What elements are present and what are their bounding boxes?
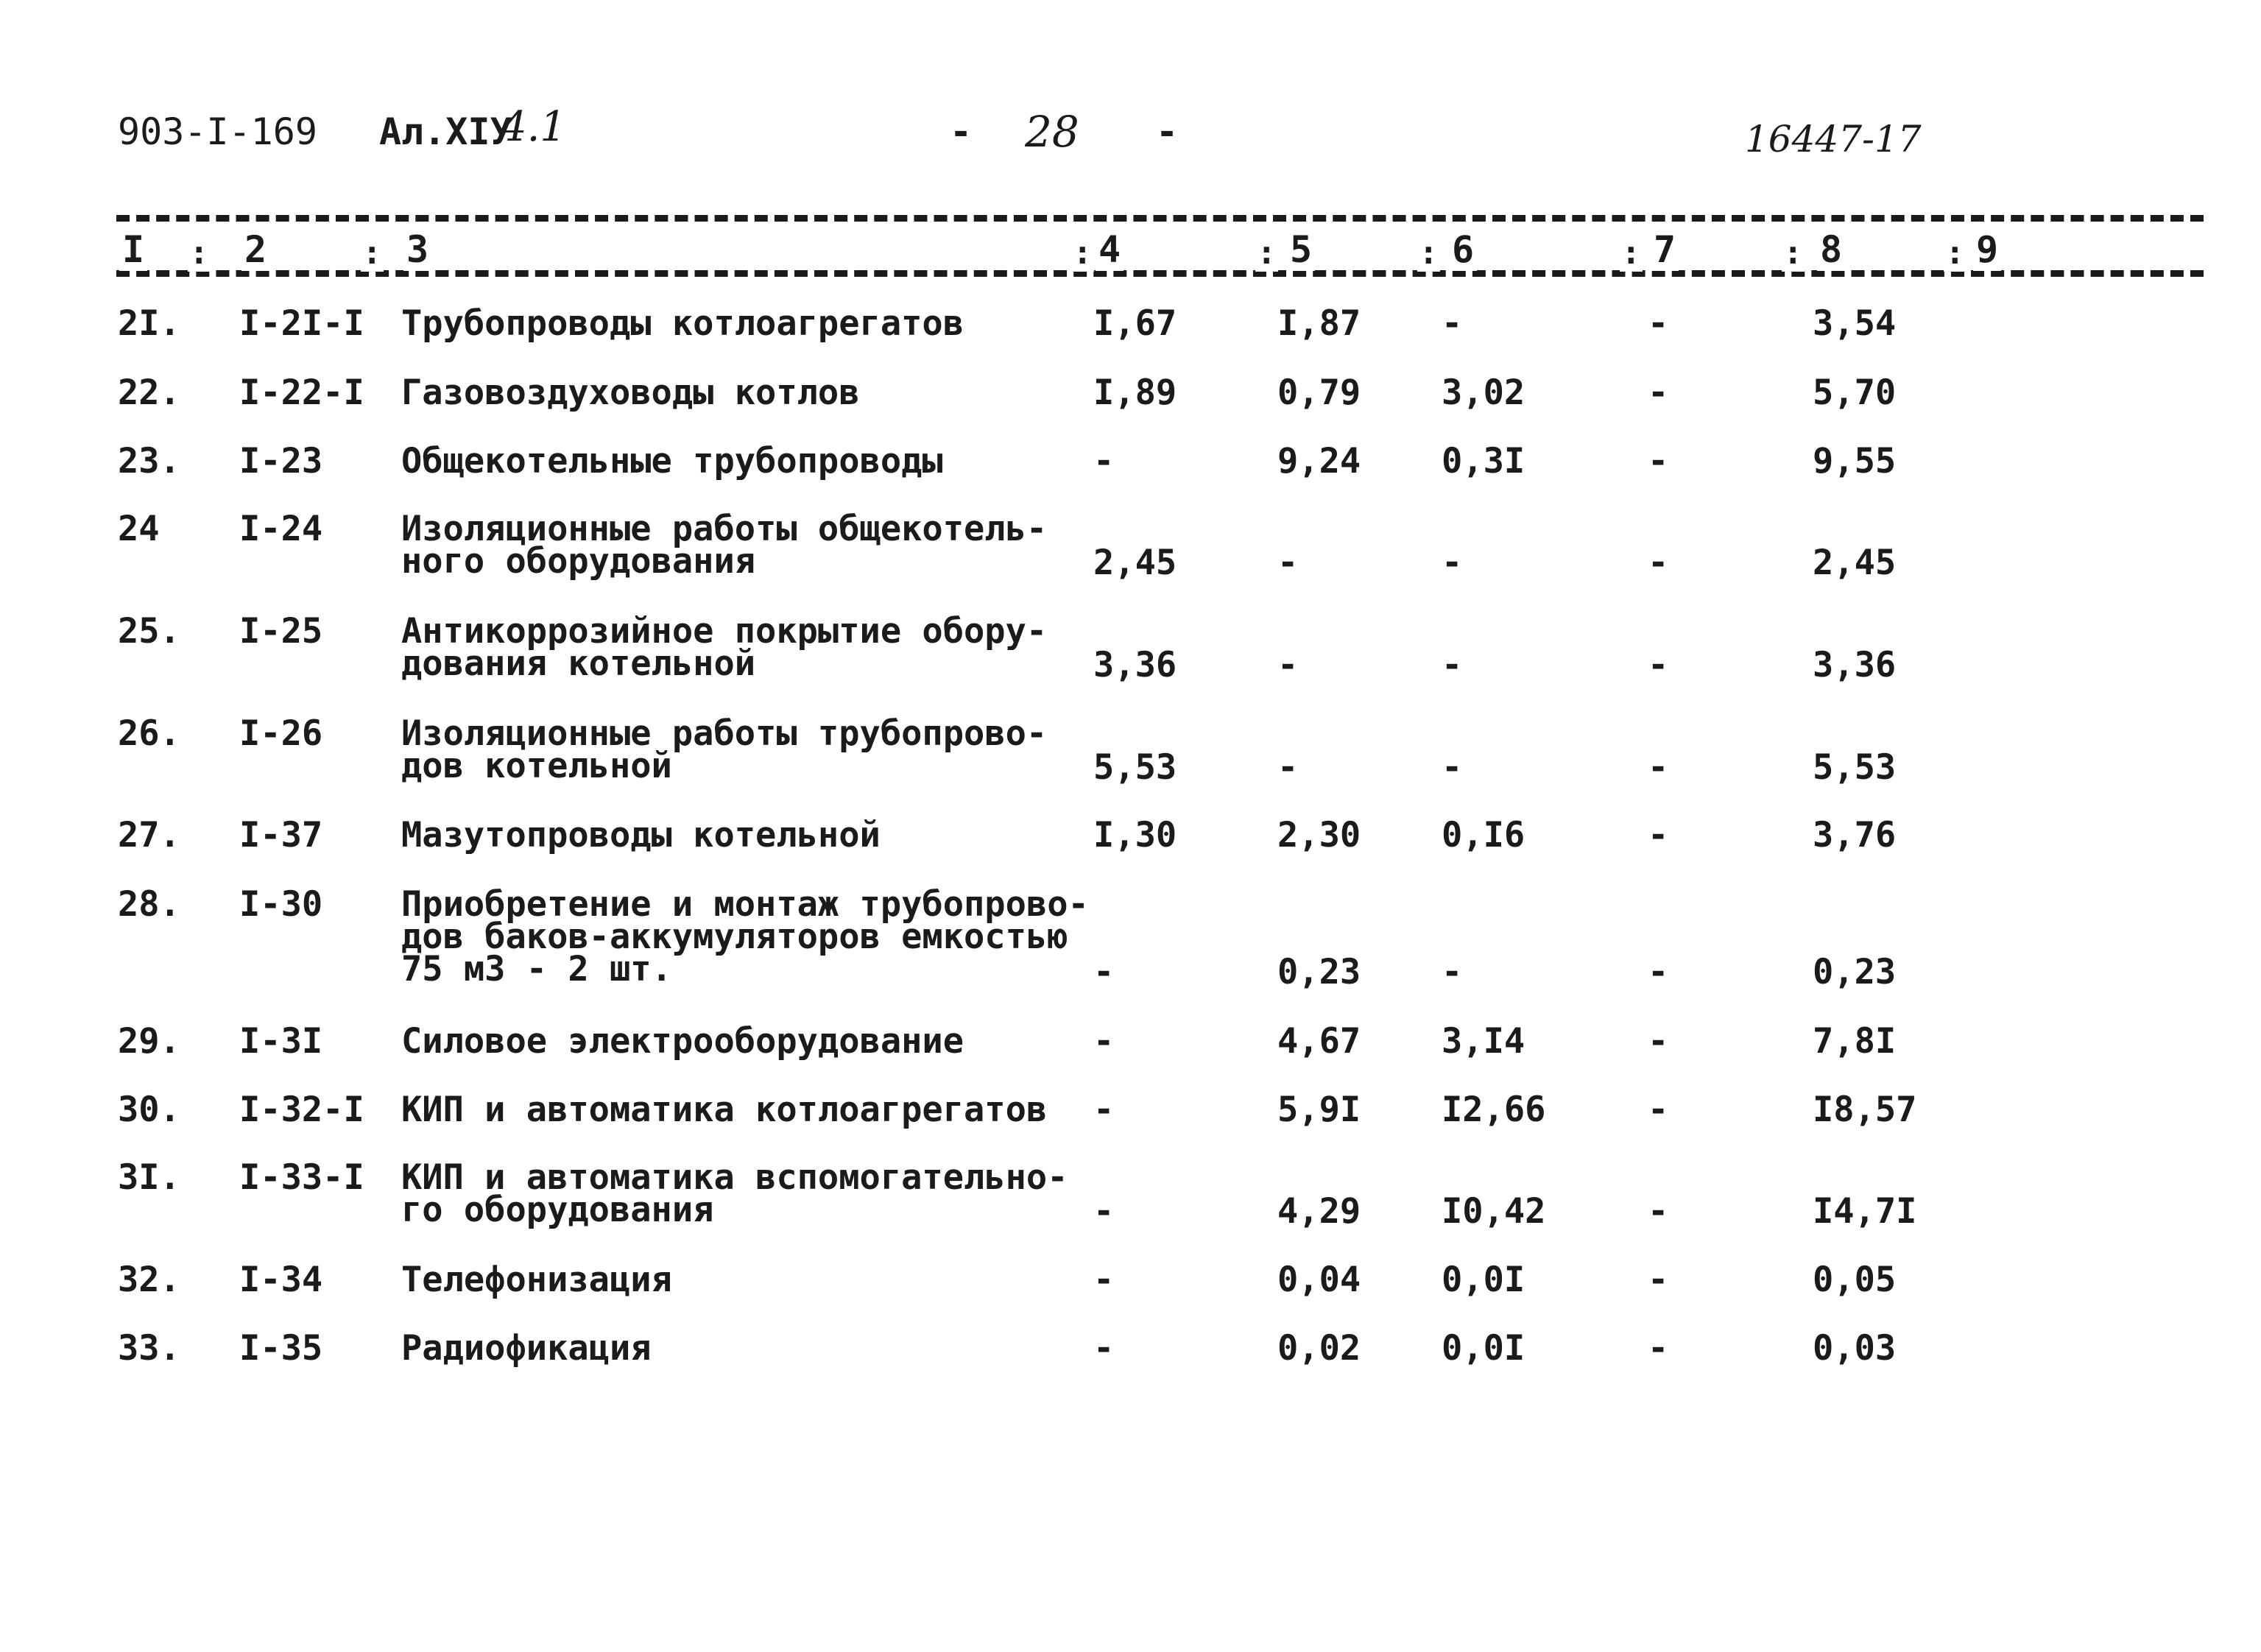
value-col-7: - [1648, 1090, 1669, 1130]
row-name [401, 373, 1108, 413]
value-col-5: I,87 [1277, 303, 1361, 344]
row-name-line: Радиофикация [401, 1328, 652, 1369]
value-col-8: 3,36 [1813, 645, 1897, 685]
value-col-7: - [1648, 815, 1669, 855]
row-code: I-32-I [239, 1090, 364, 1130]
value-col-4: I,67 [1093, 303, 1177, 344]
value-col-6: 0,0I [1442, 1260, 1525, 1300]
value-col-6: - [1442, 303, 1463, 344]
column-separator: : [1257, 234, 1277, 272]
row-name [401, 815, 1108, 855]
value-col-5: 0,79 [1277, 373, 1361, 413]
value-col-8: 3,76 [1813, 815, 1897, 855]
row-name-line: Газовоздуховоды котлов [401, 373, 860, 413]
value-col-5: 4,29 [1277, 1191, 1361, 1232]
row-name-line: Антикоррозийное покрытие обору- [401, 611, 1048, 652]
value-col-7: - [1648, 441, 1669, 481]
row-code: I-24 [239, 509, 323, 549]
column-header-6: 6 [1449, 228, 1477, 271]
row-name-line: КИП и автоматика котлоагрегатов [401, 1090, 1048, 1130]
row-code: I-25 [239, 611, 323, 652]
row-code: I-35 [239, 1328, 323, 1369]
column-separator: : [1073, 234, 1093, 272]
project-code: 903-I-169 [118, 110, 317, 153]
row-number: 2I. [118, 303, 180, 344]
column-separator: : [1621, 234, 1641, 272]
row-number: 22. [118, 373, 180, 413]
row-code: I-23 [239, 441, 323, 481]
value-col-7: - [1648, 952, 1669, 992]
row-code: I-2I-I [239, 303, 364, 344]
value-col-5: - [1277, 645, 1299, 685]
row-name [401, 1021, 1108, 1062]
column-header-4: 4 [1096, 228, 1124, 271]
value-col-7: - [1648, 1260, 1669, 1300]
value-col-5: 0,04 [1277, 1260, 1361, 1300]
row-name-line: Изоляционные работы трубопрово- [401, 713, 1048, 754]
value-col-8: 5,53 [1813, 747, 1897, 788]
value-col-6: - [1442, 952, 1463, 992]
row-code: I-30 [239, 884, 323, 925]
value-col-5: 5,9I [1277, 1090, 1361, 1130]
value-col-5: 9,24 [1277, 441, 1361, 481]
value-col-8: 0,03 [1813, 1328, 1897, 1369]
value-col-6: - [1442, 645, 1463, 685]
row-name-line: дов баков-аккумуляторов емкостью [401, 917, 1068, 957]
row-number: 26. [118, 713, 180, 754]
value-col-6: 0,0I [1442, 1328, 1525, 1369]
row-name-line: Изоляционные работы общекотель- [401, 509, 1048, 549]
row-name-line: дов котельной [401, 746, 672, 786]
value-col-8: I4,7I [1813, 1191, 1917, 1232]
value-col-6: I2,66 [1442, 1090, 1546, 1130]
value-col-4: - [1093, 952, 1115, 992]
table-header-rule [116, 270, 2204, 277]
album-number: 4.1 [501, 103, 567, 151]
value-col-4: - [1093, 1328, 1115, 1369]
value-col-7: - [1648, 645, 1669, 685]
row-code: I-34 [239, 1260, 323, 1300]
row-number: 3I. [118, 1157, 180, 1198]
value-col-4: 5,53 [1093, 747, 1177, 788]
value-col-4: - [1093, 1090, 1115, 1130]
row-name [401, 611, 1108, 684]
table-top-rule [116, 215, 2204, 222]
value-col-7: - [1648, 1328, 1669, 1369]
column-header-8: 8 [1817, 228, 1845, 271]
value-col-8: 0,23 [1813, 952, 1897, 992]
value-col-7: - [1648, 373, 1669, 413]
value-col-6: 3,I4 [1442, 1021, 1525, 1062]
value-col-8: 3,54 [1813, 303, 1897, 344]
value-col-4: - [1093, 1260, 1115, 1300]
column-separator: : [1419, 234, 1439, 272]
row-name [401, 713, 1108, 786]
row-name-line: го оборудования [401, 1190, 714, 1230]
value-col-4: 3,36 [1093, 645, 1177, 685]
value-col-8: 9,55 [1813, 441, 1897, 481]
row-name [401, 303, 1108, 344]
value-col-5: 0,23 [1277, 952, 1361, 992]
column-header-2: 2 [241, 228, 269, 271]
value-col-4: - [1093, 1021, 1115, 1062]
value-col-5: - [1277, 747, 1299, 788]
column-separator: : [189, 234, 209, 272]
column-separator: : [362, 234, 382, 272]
value-col-6: 0,3I [1442, 441, 1525, 481]
page-number: 28 [1025, 107, 1079, 157]
value-col-4: - [1093, 1191, 1115, 1232]
row-number: 32. [118, 1260, 180, 1300]
column-header-3: 3 [403, 228, 431, 271]
row-number: 29. [118, 1021, 180, 1062]
row-name-line: Силовое электрооборудование [401, 1021, 964, 1062]
row-name-line: Телефонизация [401, 1260, 672, 1300]
value-col-8: 0,05 [1813, 1260, 1897, 1300]
value-col-6: 3,02 [1442, 373, 1525, 413]
value-col-4: I,30 [1093, 815, 1177, 855]
value-col-8: 5,70 [1813, 373, 1897, 413]
row-code: I-26 [239, 713, 323, 754]
album-label: Ал.ХIУ [379, 110, 512, 153]
column-separator: : [1945, 234, 1965, 272]
row-name-line: Трубопроводы котлоагрегатов [401, 303, 964, 344]
row-number: 24 [118, 509, 160, 549]
value-col-7: - [1648, 543, 1669, 583]
value-col-7: - [1648, 747, 1669, 788]
column-separator: : [1783, 234, 1803, 272]
row-name [401, 1157, 1108, 1230]
row-number: 27. [118, 815, 180, 855]
row-name [401, 1090, 1108, 1130]
row-name-line: Мазутопроводы котельной [401, 815, 881, 855]
value-col-5: - [1277, 543, 1299, 583]
value-col-8: 2,45 [1813, 543, 1897, 583]
row-number: 25. [118, 611, 180, 652]
page-dash-right: - [1156, 110, 1179, 153]
row-name [401, 884, 1108, 989]
value-col-4: 2,45 [1093, 543, 1177, 583]
row-name-line: КИП и автоматика вспомогательно- [401, 1157, 1068, 1198]
row-code: I-33-I [239, 1157, 364, 1198]
row-name-line: 75 м3 - 2 шт. [401, 949, 672, 989]
row-name-line: Приобретение и монтаж трубопрово- [401, 884, 1089, 925]
column-header-9: 9 [1973, 228, 2001, 271]
value-col-8: I8,57 [1813, 1090, 1917, 1130]
value-col-7: - [1648, 1191, 1669, 1232]
value-col-5: 2,30 [1277, 815, 1361, 855]
row-name-line: Общекотельные трубопроводы [401, 441, 943, 481]
row-number: 33. [118, 1328, 180, 1369]
column-header-7: 7 [1651, 228, 1679, 271]
row-number: 30. [118, 1090, 180, 1130]
row-name [401, 509, 1108, 582]
row-code: I-37 [239, 815, 323, 855]
row-code: I-22-I [239, 373, 364, 413]
value-col-4: I,89 [1093, 373, 1177, 413]
column-header-1: I [119, 228, 147, 271]
value-col-5: 4,67 [1277, 1021, 1361, 1062]
row-code: I-3I [239, 1021, 323, 1062]
row-name [401, 1328, 1108, 1369]
page-dash-left: - [950, 110, 973, 153]
document-number: 16447-17 [1745, 118, 1922, 160]
row-name [401, 1260, 1108, 1300]
column-header-5: 5 [1287, 228, 1315, 271]
value-col-6: 0,I6 [1442, 815, 1525, 855]
row-name [401, 441, 1108, 481]
value-col-6: - [1442, 747, 1463, 788]
row-number: 23. [118, 441, 180, 481]
value-col-7: - [1648, 303, 1669, 344]
row-number: 28. [118, 884, 180, 925]
value-col-4: - [1093, 441, 1115, 481]
value-col-8: 7,8I [1813, 1021, 1897, 1062]
value-col-6: - [1442, 543, 1463, 583]
row-name-line: ного оборудования [401, 541, 756, 582]
value-col-5: 0,02 [1277, 1328, 1361, 1369]
value-col-7: - [1648, 1021, 1669, 1062]
row-name-line: дования котельной [401, 643, 756, 684]
value-col-6: I0,42 [1442, 1191, 1546, 1232]
